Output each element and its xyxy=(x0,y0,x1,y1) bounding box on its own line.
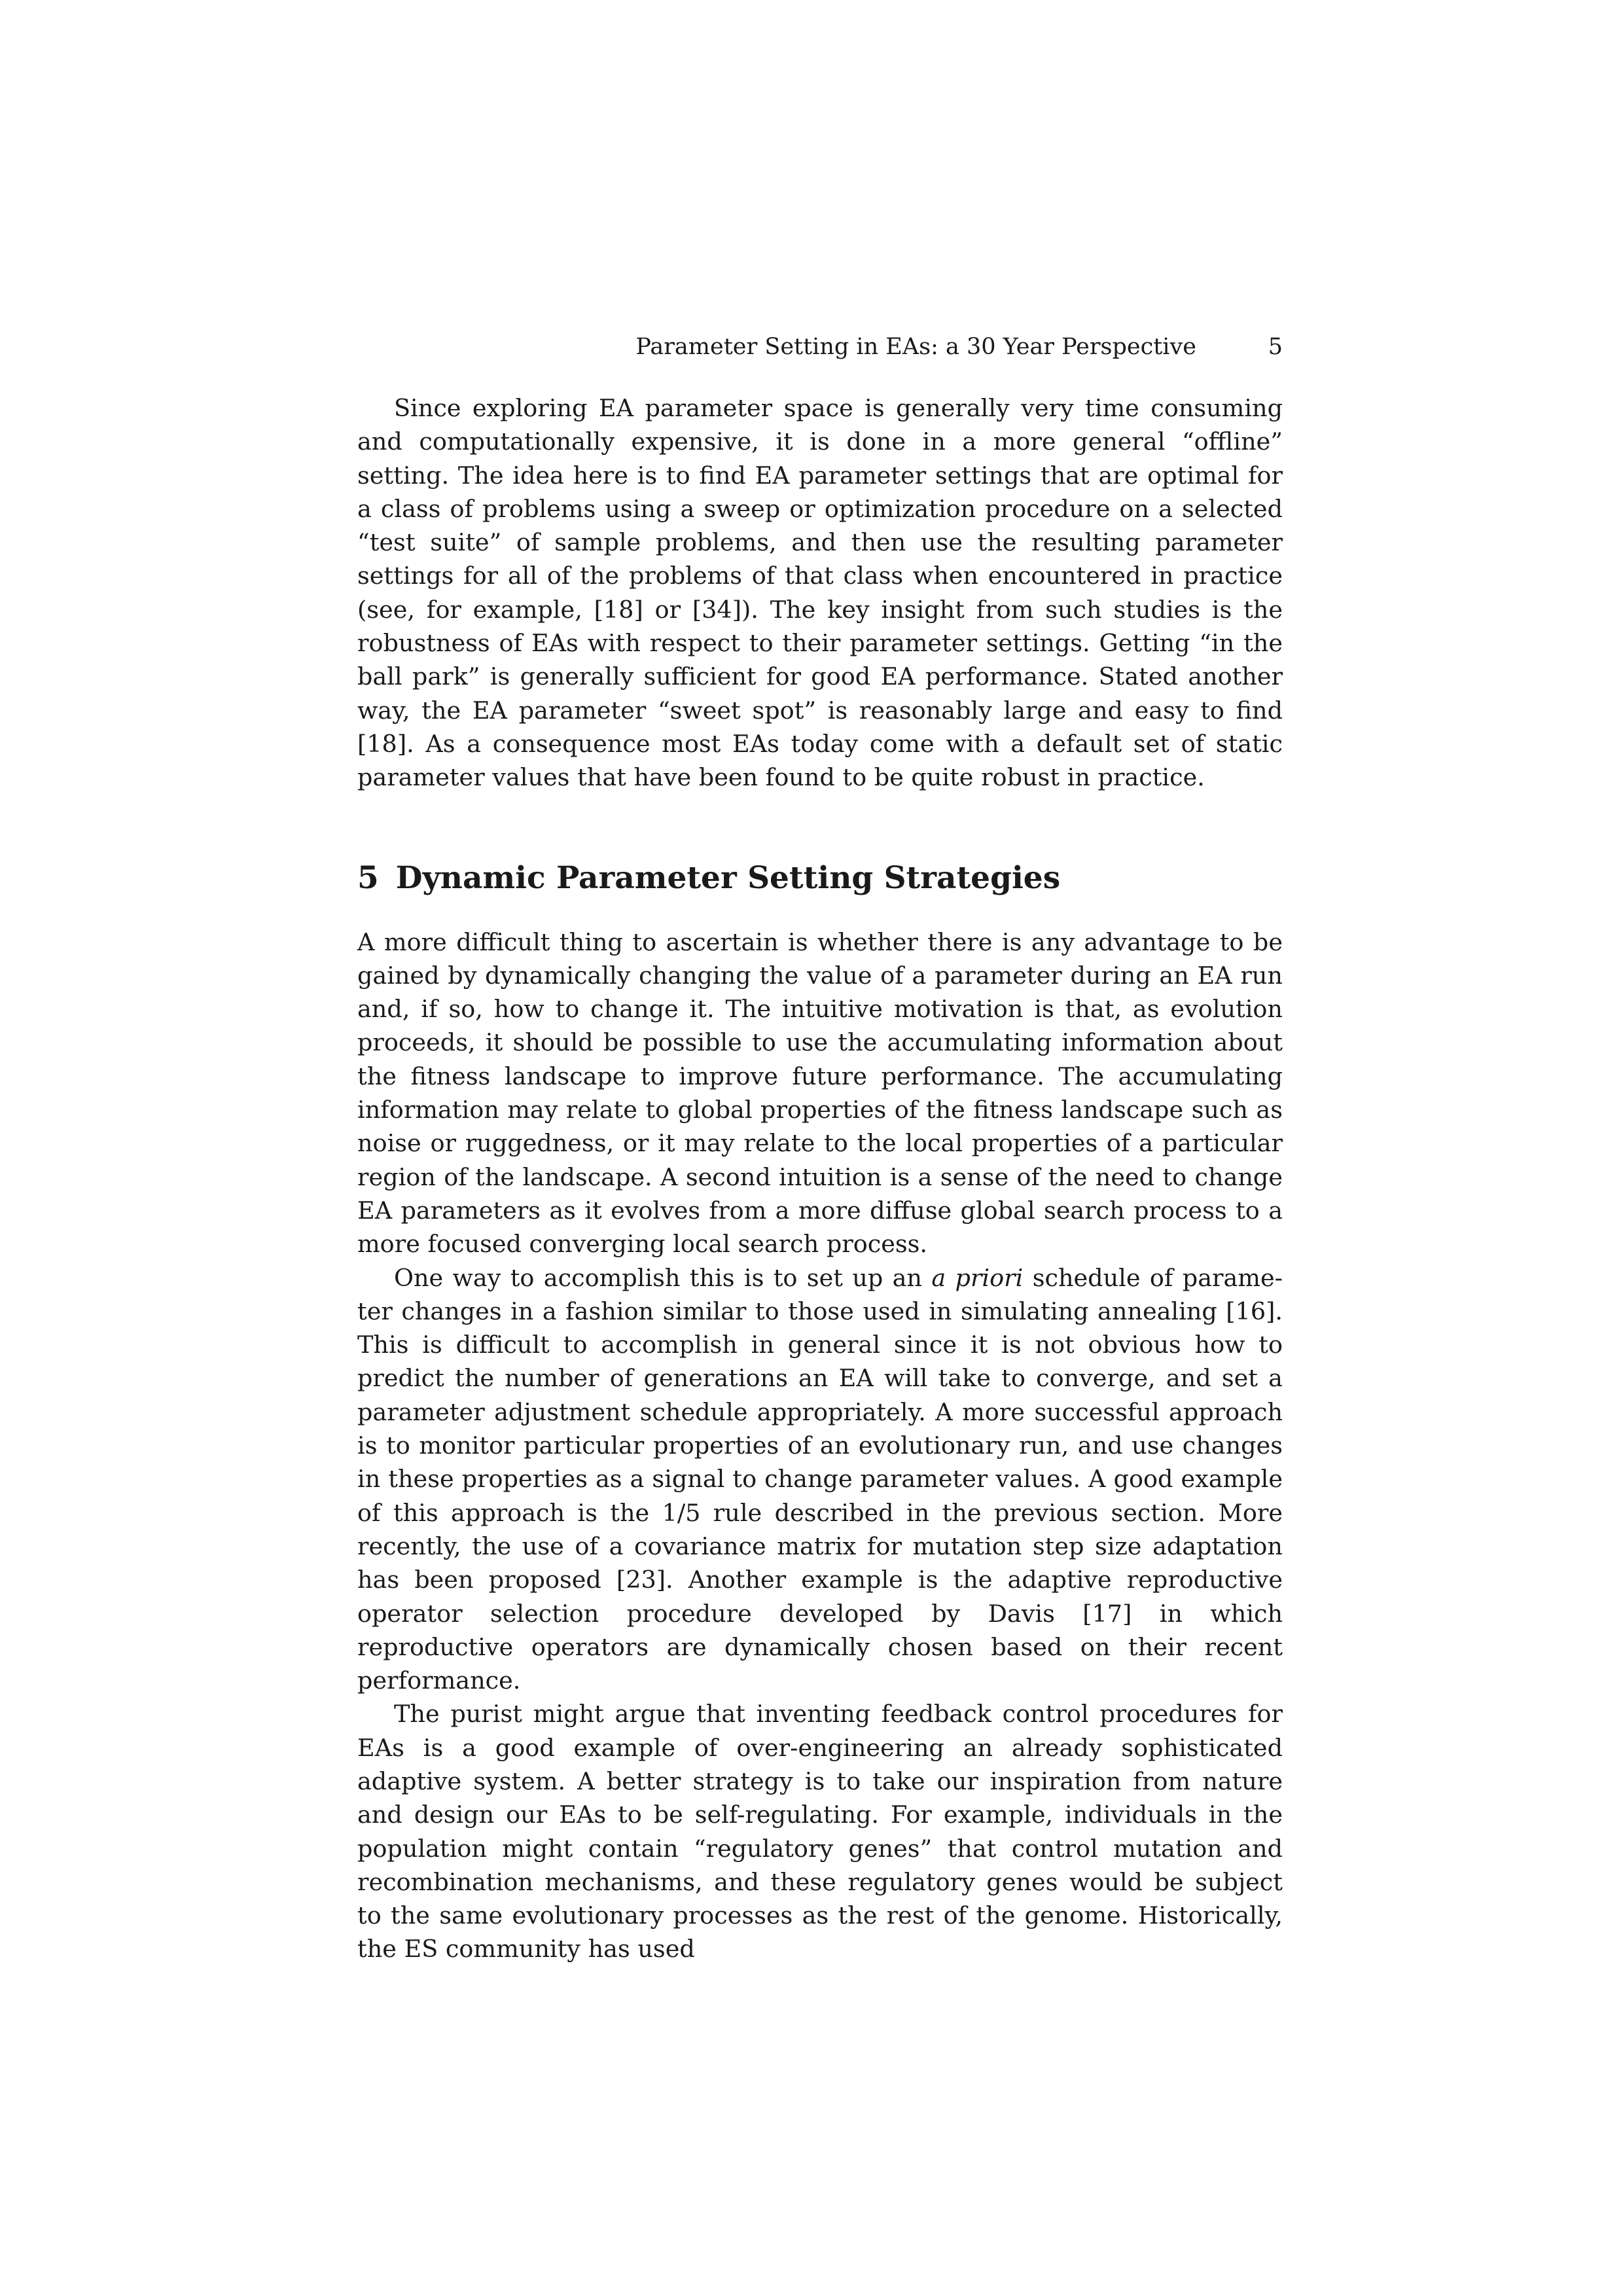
page xyxy=(357,327,1283,1966)
section-title: Dynamic Parameter Setting Strategies xyxy=(395,859,1061,896)
section-heading xyxy=(357,859,1283,898)
paragraph-2-text-start: One way to accomplish this is to set up an xyxy=(394,1263,932,1292)
section-paragraph-3: The purist might argue that inventing feedback control procedures for EAs is a good example of over-engineering an already sophisticated adaptive system. A better strategy is to take our inspiration from nature and design our EAs to be self-regulating. For example, individuals in the population might contain “regulatory genes” that control mutation and recombination mechanisms, and these regulatory genes would be subject to the same evolutionary processes as the rest of the genome. Historically, the ES community has used xyxy=(357,1700,1283,1964)
running-head-title: Parameter Setting in EAs: a 30 Year Perspective xyxy=(635,334,1196,360)
section-number: 5 xyxy=(357,859,379,896)
page-number: 5 xyxy=(1268,334,1283,360)
paragraph-2-text-end: schedule of parameter changes in a fashion similar to those used in simulating annealing [16]. This is difficult to accomplish in general since it is not obvious how to predict the number of generations an EA will take to converge, and set a parameter adjustment schedule appropriately. A more successful approach is to monitor particular properties of an evolutionary run, and use changes in these properties as a signal to change parameter values. A good example of this approach is the 1/5 rule described in the previous section. More recently, the use of a covariance matrix for mutation step size adaptation has been proposed [23]. Another example is the adaptive reproductive operator selection procedure developed by Davis [17] in which reproductive operators are dynamically chosen based on their recent performance. xyxy=(357,1263,1283,1695)
section-paragraph-2 xyxy=(357,1261,1283,1698)
running-head xyxy=(357,327,1283,367)
paragraph-2-italic-term: a priori xyxy=(931,1263,1024,1292)
section-paragraph-1: A more difficult thing to ascertain is whether there is any advantage to be gained by dynamically changing the value of a parameter during an EA run and, if so, how to change it. The intuitive motivation is that, as evolution proceeds, it should be possible to use the accumulating information about the fitness landscape to improve future performance. The accumulating information may relate to global properties of the fitness landscape such as noise or ruggedness, or it may relate to the local properties of a particular region of the landscape. A second intuition is a sense of the need to change EA parameters as it evolves from a more diffuse global search process to a more focused converging local search process. xyxy=(357,927,1283,1259)
intro-paragraph: Since exploring EA parameter space is generally very time consuming and computationally expensive, it is done in a more general “offline” setting. The idea here is to find EA parameter settings that are optimal for a class of problems using a sweep or optimization procedure on a selected “test suite” of sample problems, and then use the resulting parameter settings for all of the problems of that class when encountered in practice (see, for example, [18] or [34]). The key insight from such studies is the robustness of EAs with respect to their parameter settings. Getting “in the ball park” is generally sufficient for good EA performance. Stated another way, the EA parameter “sweet spot” is reasonably large and easy to find [18]. As a consequence most EAs today come with a default set of static parameter values that have been found to be quite robust in practice. xyxy=(357,394,1283,792)
